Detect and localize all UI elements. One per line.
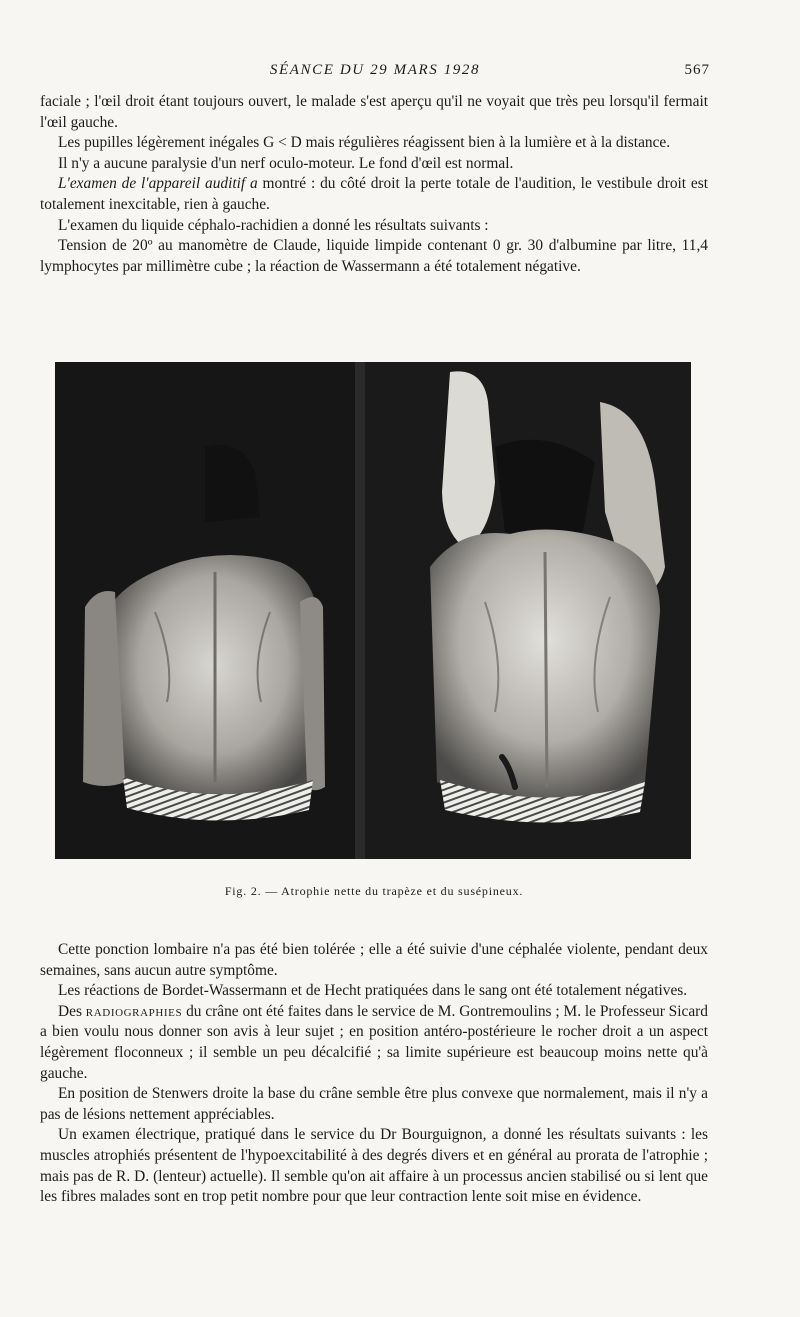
paragraph: En position de Stenwers droite la base du crâne semble être plus convexe que normalement, mais il n'y a pas de lésions nettement appréciables. xyxy=(40,1085,708,1123)
paragraph: Les réactions de Bordet-Wassermann et de Hecht pratiquées dans le sang ont été totalement négatives. xyxy=(58,982,688,1000)
paragraph-lead: Des xyxy=(58,1002,86,1020)
paragraph: Les pupilles légèrement inégales G < D mais régulières réagissent bien à la lumière et à la distance. xyxy=(58,134,671,152)
figure-caption: Fig. 2. — Atrophie nette du trapèze et du susépineux. xyxy=(224,884,524,898)
paragraph: Il n'y a aucune paralysie d'un nerf oculo-moteur. Le fond d'œil est normal. xyxy=(58,154,514,172)
paragraph: Un examen électrique, pratiqué dans le service du Dr Bourguignon, a donné les résultats suivants : les muscles atrophiés présentent de l'hypoexcitabilité à des degrés divers et en général au prorata de l'atrophie ; mais pas de R. D. (lenteur) actuelle). Il semble qu'on ait affaire à un processus ancien stabilisé ou si lent que les fibres malades sont en trop petit nombre pour que leur contraction lente soit mise en évidence. xyxy=(40,1126,708,1206)
paragraph: faciale ; l'œil droit étant toujours ouvert, le malade s'est aperçu qu'il ne voyait que très peu lorsqu'il fermait l'œil gauche. xyxy=(40,93,708,131)
page-number: 567 xyxy=(684,62,710,78)
page-header xyxy=(40,62,710,84)
paragraph: Cette ponction lombaire n'a pas été bien tolérée ; elle a été suivie d'une céphalée violente, pendant deux semaines, sans aucun autre symptôme. xyxy=(40,941,708,979)
paragraph-text: montré : du côté droit la perte totale de l'audition, le vestibule droit est totalement inexcitable, rien à gauche. xyxy=(40,175,708,213)
figure-photograph xyxy=(55,362,691,859)
paragraph: Tension de 20º au manomètre de Claude, liquide limpide contenant 0 gr. 30 d'albumine par litre, 11,4 lymphocytes par millimètre cube ; la réaction de Wassermann a été totalement négative. xyxy=(40,237,708,275)
paragraph: L'examen du liquide céphalo-rachidien a donné les résultats suivants : xyxy=(58,216,489,234)
running-title: SÉANCE DU 29 MARS 1928 xyxy=(269,62,481,78)
paragraph-text: du crâne ont été faites dans le service de M. Gontremoulins ; M. le Professeur Sicard a bien voulu nous donner son avis à leur sujet ; en position antéro-postérieure le rocher droit a un aspect légèrement floconneux ; il semble un peu décalcifié ; sa limite supérieure est beaucoup moins nette qu'à gauche. xyxy=(40,1002,708,1082)
smallcaps-lead: radiographies xyxy=(85,1002,183,1020)
italic-lead: L'examen de l'appareil auditif a xyxy=(58,175,258,193)
paragraph xyxy=(40,174,708,215)
paragraph xyxy=(40,1002,708,1084)
top-text-block xyxy=(40,92,708,277)
bottom-text-block xyxy=(40,940,708,1208)
